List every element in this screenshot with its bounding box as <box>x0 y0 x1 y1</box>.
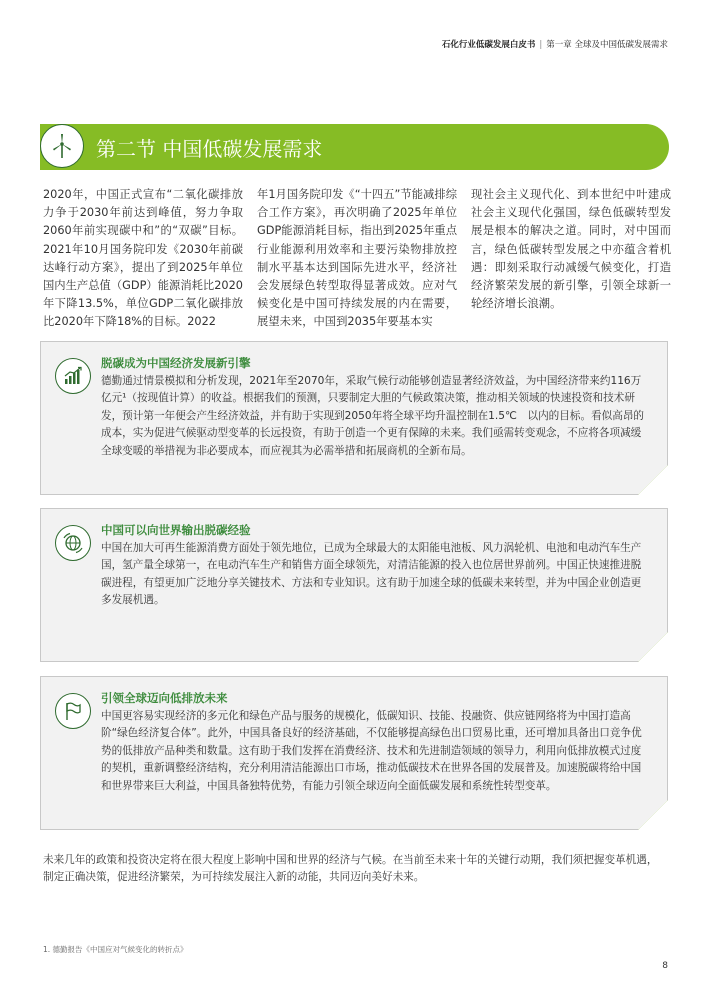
callout-box-lead-low-emission <box>40 676 668 830</box>
running-header <box>442 38 668 50</box>
callout-body: 中国更容易实现经济的多元化和绿色产品与服务的规模化，低碳知识、技能、投融资、供应链网络将为中国打造高阶“绿色经济复合体”。此外，中国具备良好的经济基础，不仅能够提高绿色出口贸易比重，还可增加具备出口竞争优势的低排放产品种类和数量。这有助于我们发挥在消费经济、技术和先进制造领域的领导力，利用向低排放模式过度的契机，重新调整经济结构，充分利用清洁能源出口市场，推动低碳技术在世界各国的发展普及。加速脱碳将给中国和世界带来巨大利益，中国具备独特优势，有能力引领全球迈向全面低碳发展和系统性转型变革。 <box>101 710 642 792</box>
callout-box-decarbonization-engine <box>40 341 668 495</box>
corner-fold-cut <box>638 632 668 662</box>
intro-column-2: 年1月国务院印发《“十四五”节能减排综合工作方案》，再次明确了2025年单位GDP能源消耗目标，指出到2025年重点行业能源利用效率和主要污染物排放控制水平基本达到国际先进水平，经济社会发展绿色转型取得显著成效。应对气候变化是中国可持续发展的内在需要，展望未来，中国到2035年要基本实 <box>257 188 457 329</box>
wind-turbine-icon <box>40 124 84 168</box>
intro-column-3: 现社会主义现代化、到本世纪中叶建成社会主义现代化强国，绿色低碳转型发展是根本的解决之道。同时，对中国而言，绿色低碳转型发展之中亦蕴含着机遇：即刻采取行动减缓气候变化，打造经济繁荣发展的新引擎，引领全球新一轮经济增长浪潮。 <box>471 188 671 311</box>
intro-column-1: 2020年，中国正式宣布“二氧化碳排放力争于2030年前达到峰值，努力争取2060年前实现碳中和”的“双碳”目标。2021年10月国务院印发《2030年前碳达峰行动方案》，提出了到2025年单位国内生产总值（GDP）能源消耗比2020年下降13.5%，单位GDP二氧化碳排放比2020年下降18%的目标。2022 <box>43 188 243 329</box>
closing-paragraph: 未来几年的政策和投资决定将在很大程度上影响中国和世界的经济与气候。在当前至未来十年的关键行动期，我们须把握变革机遇，制定正确决策，促进经济繁荣，为可持续发展注入新的动能，共同迈向美好未来。 <box>43 854 658 884</box>
corner-fold-cut <box>638 465 668 495</box>
report-title: 石化行业低碳发展白皮书 <box>441 40 536 50</box>
callout-body: 中国在加大可再生能源消费方面处于领先地位，已成为全球最大的太阳能电池板、风力涡轮机、电池和电动汽车生产国，氢产量全球第一，在电动汽车生产和销售方面全球领先，对清洁能源的投入也位居世界前列。中国正快速推进脱碳进程，有望更加广泛地分享关键技术、方法和专业知识。这有助于加速全球的低碳未来转型，并为中国企业创造更多发展机遇。 <box>101 542 642 607</box>
page-number: 8 <box>662 961 668 971</box>
footnote: 1. 德勤报告《中国应对气候变化的转折点》 <box>43 945 188 954</box>
flag-icon <box>55 693 91 729</box>
header-separator: | <box>539 40 543 50</box>
growth-chart-icon <box>55 358 91 394</box>
callout-title: 中国可以向世界输出脱碳经验 <box>101 523 251 537</box>
corner-fold-cut <box>638 800 668 830</box>
section-title: 第二节 中国低碳发展需求 <box>96 137 323 161</box>
callout-title: 脱碳成为中国经济发展新引擎 <box>101 356 251 370</box>
chapter-title: 第一章 全球及中国低碳发展需求 <box>546 40 668 50</box>
globe-arrows-icon <box>55 525 91 561</box>
callout-box-export-experience <box>40 508 668 662</box>
callout-body: 德勤通过情景模拟和分析发现，2021年至2070年，采取气候行动能够创造显著经济效益，为中国经济带来约116万亿元¹（按现值计算）的收益。根据我们的预测，只要制定大胆的气候政策决策，推动相关领域的快速投资和技术研发，预计第一年便会产生经济效益，并有助于实现到2050年将全球平均升温控制在1.5℃ 以内的目标。看似高昂的成本，实为促进气候驱动型变革的长远投资，有助于创造一个更有保障的未来。我们亟需转变观念，不应将各项减缓全球变暖的举措视为非必要成本，而应视其为必需举措和拓展商机的全新布局。 <box>101 375 645 457</box>
callout-title: 引领全球迈向低排放未来 <box>101 691 228 705</box>
